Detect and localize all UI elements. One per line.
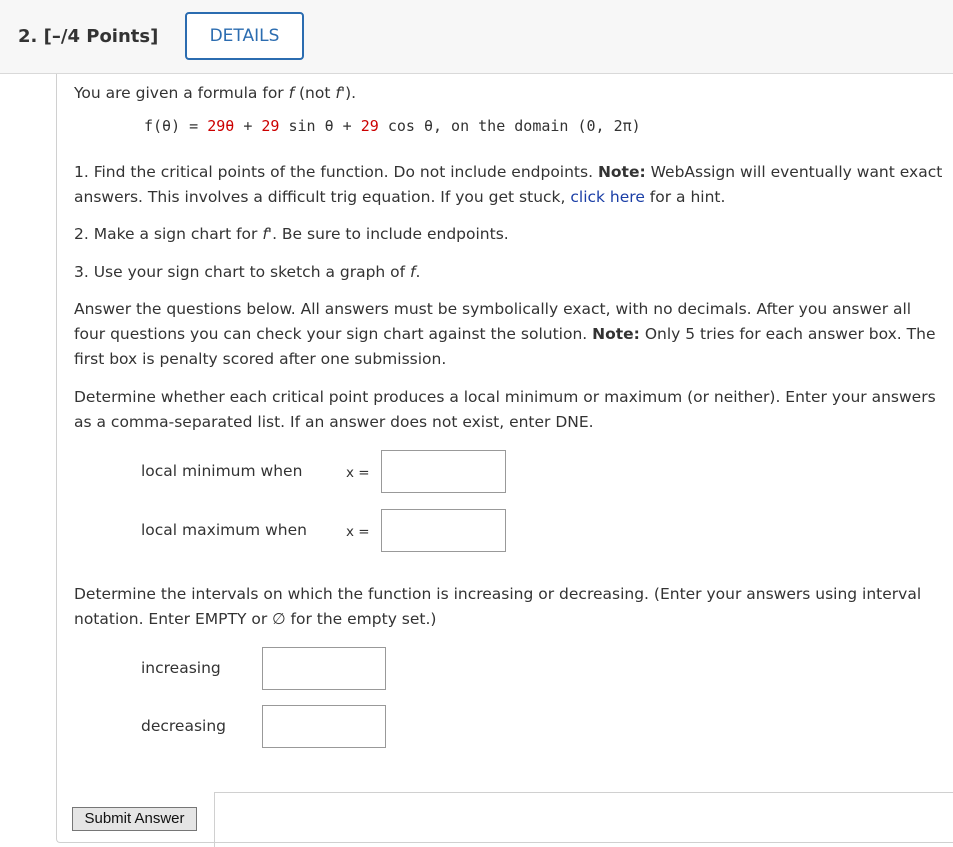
decreasing-label: decreasing xyxy=(141,717,227,735)
step-1-text: 1. Find the critical points of the function. Do not include endpoints. Note: WebAssign will eventually want exact answers. This involves a difficult trig equation. If you get stuck, click here for a hint. xyxy=(74,163,943,206)
local-min-input[interactable] xyxy=(381,450,506,493)
critical-point-prompt: Determine whether each critical point produces a local minimum or maximum (or neither). Enter your answers as a comma-separated list. If an answer does not exist, enter DNE. xyxy=(74,388,936,431)
function-formula: f(θ) = 29θ + 29 sin θ + 29 cos θ, on the domain (0, 2π) xyxy=(144,117,641,135)
instructions-text: Answer the questions below. All answers must be symbolically exact, with no decimals. After you answer all four questions you can check your sign chart against the solution. Note: Only 5 tries for each answer box. The first box is penalty scored after one submission. xyxy=(74,300,936,368)
local-max-input[interactable] xyxy=(381,509,506,552)
question-number: 2. xyxy=(18,26,38,47)
decreasing-input[interactable] xyxy=(262,705,386,748)
intervals-prompt: Determine the intervals on which the function is increasing or decreasing. (Enter your answers using interval notation. Enter EMPTY or ∅ for the empty set.) xyxy=(74,585,922,628)
hint-link[interactable]: click here xyxy=(570,188,645,206)
increasing-label: increasing xyxy=(141,659,221,677)
details-button[interactable]: DETAILS xyxy=(185,12,304,60)
step-2-text: 2. Make a sign chart for f'. Be sure to include endpoints. xyxy=(74,225,509,243)
submit-answer-button[interactable]: Submit Answer xyxy=(72,807,197,831)
increasing-input[interactable] xyxy=(262,647,386,690)
step-3-text: 3. Use your sign chart to sketch a graph of f. xyxy=(74,263,421,281)
local-max-var: x = xyxy=(346,524,370,540)
local-min-var: x = xyxy=(346,465,370,481)
question-title xyxy=(18,26,158,47)
local-max-label: local maximum when xyxy=(141,521,307,539)
intro-text: You are given a formula for f (not f'). xyxy=(74,84,357,102)
submit-divider xyxy=(214,792,953,793)
submit-divider-vertical xyxy=(214,792,215,847)
local-min-label: local minimum when xyxy=(141,462,303,480)
question-points: [–/4 Points] xyxy=(43,26,159,47)
question-header xyxy=(0,0,953,74)
